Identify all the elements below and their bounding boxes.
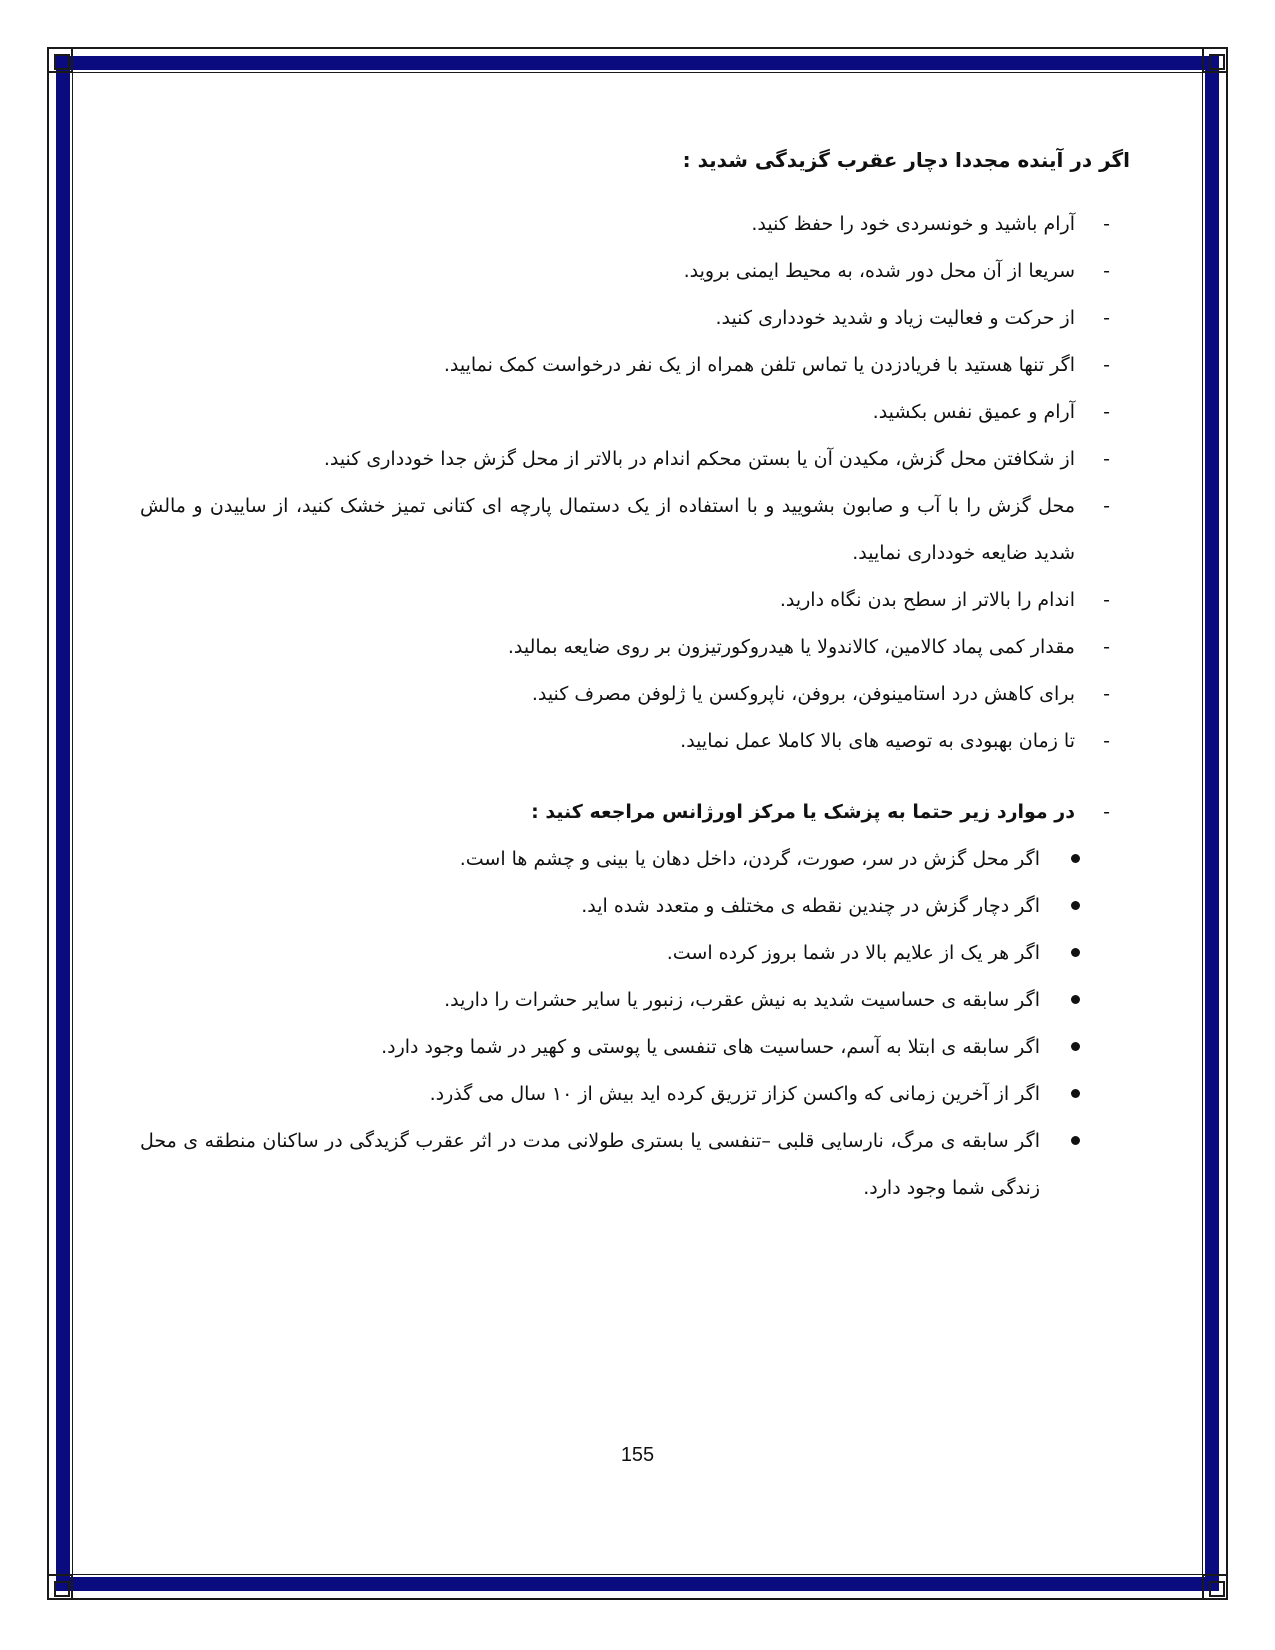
bullet-icon (1071, 948, 1080, 957)
list-item: - اندام را بالاتر از سطح بدن نگاه دارید. (140, 577, 1130, 624)
dash-marker: - (1103, 589, 1110, 611)
list-item: - مقدار کمی پماد کالامین، کالاندولا یا هیدروکورتیزون بر روی ضایعه بمالید. (140, 624, 1130, 671)
dash-marker: - (1103, 354, 1110, 376)
list-item: - آرام و عمیق نفس بکشید. (140, 389, 1130, 436)
bullet-item: اگر دچار گزش در چندین نقطه ی مختلف و متعدد شده اید. (140, 883, 1130, 930)
bullet-item: اگر محل گزش در سر، صورت، گردن، داخل دهان یا بینی و چشم ها است. (140, 836, 1130, 883)
bullet-item: اگر سابقه ی حساسیت شدید به نیش عقرب، زنبور یا سایر حشرات را دارید. (140, 977, 1130, 1024)
bullet-icon (1071, 1089, 1080, 1098)
list-item: - از حرکت و فعالیت زیاد و شدید خودداری کنید. (140, 295, 1130, 342)
corner-ornament-top-left (47, 47, 73, 73)
advice-list (140, 201, 1130, 765)
bullet-item: اگر هر یک از علایم بالا در شما بروز کرده است. (140, 930, 1130, 977)
list-item: - از شکافتن محل گزش، مکیدن آن یا بستن محکم اندام در بالاتر از محل گزش جدا خودداری کنید. (140, 436, 1130, 483)
page-content (140, 145, 1130, 1212)
section-spacer (140, 765, 1130, 789)
list-item: - برای کاهش درد استامینوفن، بروفن، ناپروکسن یا ژلوفن مصرف کنید. (140, 671, 1130, 718)
section-heading: اگر در آینده مجددا دچار عقرب گزیدگی شدید : (682, 148, 1130, 172)
bullet-item: اگر سابقه ی مرگ، نارسایی قلبی –تنفسی یا بستری طولانی مدت در اثر عقرب گزیدگی در ساکنان منطقه ی محل زندگی شما وجود دارد. (140, 1118, 1130, 1212)
bullet-icon (1071, 854, 1080, 863)
page-number: 155 (620, 1444, 655, 1466)
bullet-icon (1071, 901, 1080, 910)
dash-marker: - (1103, 683, 1110, 705)
list-item: - تا زمان بهبودی به توصیه های بالا کاملا عمل نمایید. (140, 718, 1130, 765)
dash-marker: - (1103, 495, 1110, 517)
list-item: - محل گزش را با آب و صابون بشویید و با استفاده از یک دستمال پارچه ای کتانی تمیز خشک کنید، از ساییدن و مالش شدید ضایعه خودداری نمایید. (140, 483, 1130, 577)
list-item: - آرام باشید و خونسردی خود را حفظ کنید. (140, 201, 1130, 248)
bullet-item: اگر سابقه ی ابتلا به آسم، حساسیت های تنفسی یا پوستی و کهیر در شما وجود دارد. (140, 1024, 1130, 1071)
dash-marker: - (1103, 213, 1110, 235)
dash-marker: - (1103, 260, 1110, 282)
list-item: - سریعا از آن محل دور شده، به محیط ایمنی بروید. (140, 248, 1130, 295)
referral-list (140, 836, 1130, 1212)
bullet-item: اگر از آخرین زمانی که واکسن کزاز تزریق کرده اید بیش از ۱۰ سال می گذرد. (140, 1071, 1130, 1118)
dash-marker: - (1103, 307, 1110, 329)
corner-ornament-bottom-right (1202, 1574, 1228, 1600)
dash-marker: - (1103, 801, 1110, 823)
referral-heading: - در موارد زیر حتما به پزشک یا مرکز اورژانس مراجعه کنید : (140, 789, 1130, 836)
dash-marker: - (1103, 448, 1110, 470)
bullet-icon (1071, 995, 1080, 1004)
corner-ornament-bottom-left (47, 1574, 73, 1600)
list-item: - اگر تنها هستید با فریادزدن یا تماس تلفن همراه از یک نفر درخواست کمک نمایید. (140, 342, 1130, 389)
dash-marker: - (1103, 730, 1110, 752)
bullet-icon (1071, 1042, 1080, 1051)
corner-ornament-top-right (1202, 47, 1228, 73)
bullet-icon (1071, 1136, 1080, 1145)
dash-marker: - (1103, 636, 1110, 658)
dash-marker: - (1103, 401, 1110, 423)
